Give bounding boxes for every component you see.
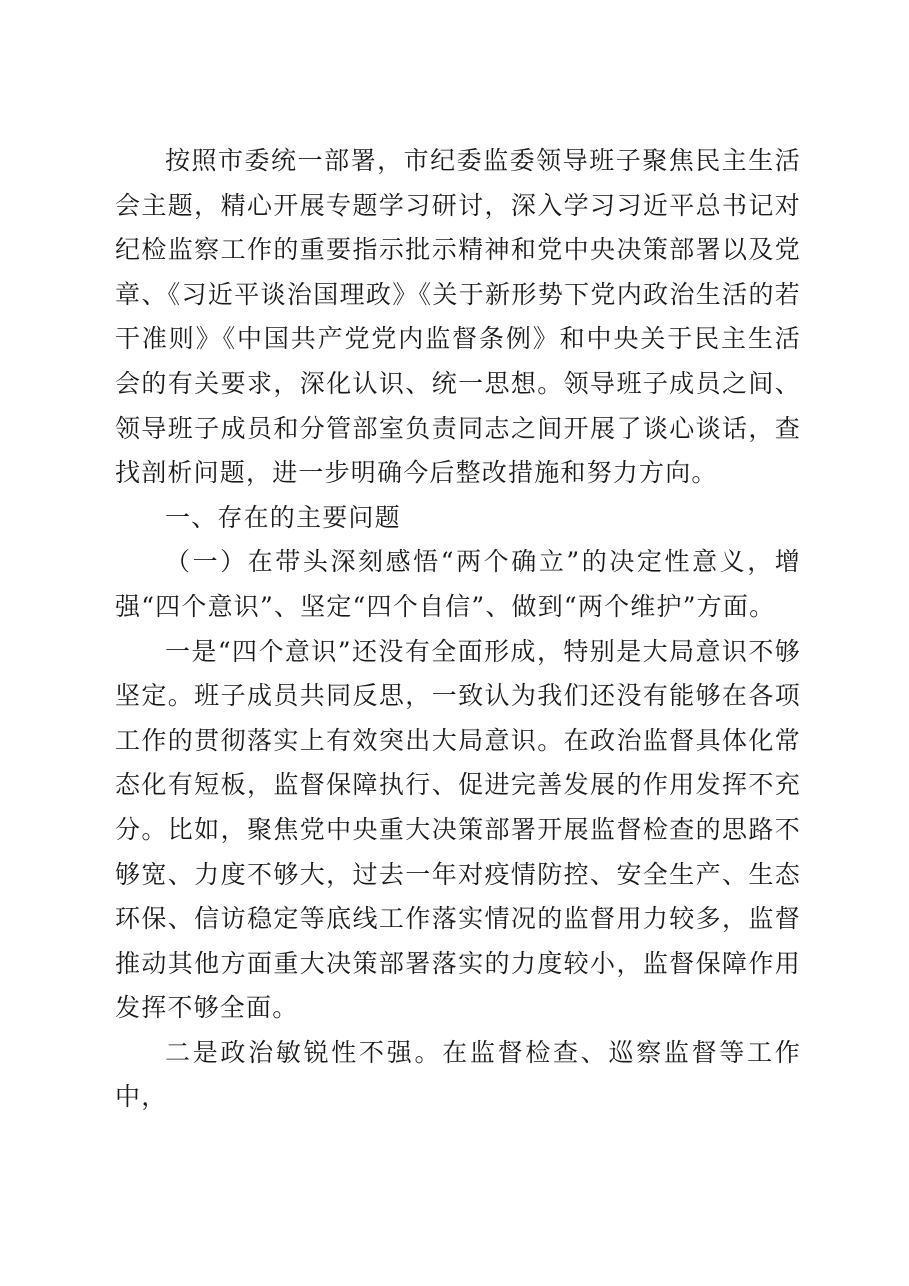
intro-paragraph: 按照市委统一部署，市纪委监委领导班子聚焦民主生活会主题，精心开展专题学习研讨，深入学习习近平总书记对纪检监察工作的重要指示批示精神和党中央决策部署以及党章、《习近平谈治国理政》《关于新形势下党内政治生活的若干准则》《中国共产党党内监督条例》和中央关于民主生活会的有关要求，深化认识、统一思想。领导班子成员之间、领导班子成员和分管部室负责同志之间开展了谈心谈话，查找剖析问题，进一步明确今后整改措施和努力方向。 [115,146,801,488]
issue-paragraph-2: 二是政治敏锐性不强。在监督检查、巡察监督等工作中， [115,1037,801,1112]
subsection-heading: （一）在带头深刻感悟“两个确立”的决定性意义，增强“四个意识”、坚定“四个自信”、做到“两个维护”方面。 [115,547,801,621]
issue-paragraph-1: 一是“四个意识”还没有全面形成，特别是大局意识不够坚定。班子成员共同反思，一致认为我们还没有能够在各项工作的贯彻落实上有效突出大局意识。在政治监督具体化常态化有短板，监督保障执行、促进完善发展的作用发挥不充分。比如，聚焦党中央重大决策部署开展监督检查的思路不够宽、力度不够大，过去一年对疫情防控、安全生产、生态环保、信访稳定等底线工作落实情况的监督用力较多，监督推动其他方面重大决策部署落实的力度较小，监督保障作用发挥不够全面。 [115,636,801,1023]
section-heading: 一、存在的主要问题 [165,502,401,532]
document-body [115,139,801,1120]
